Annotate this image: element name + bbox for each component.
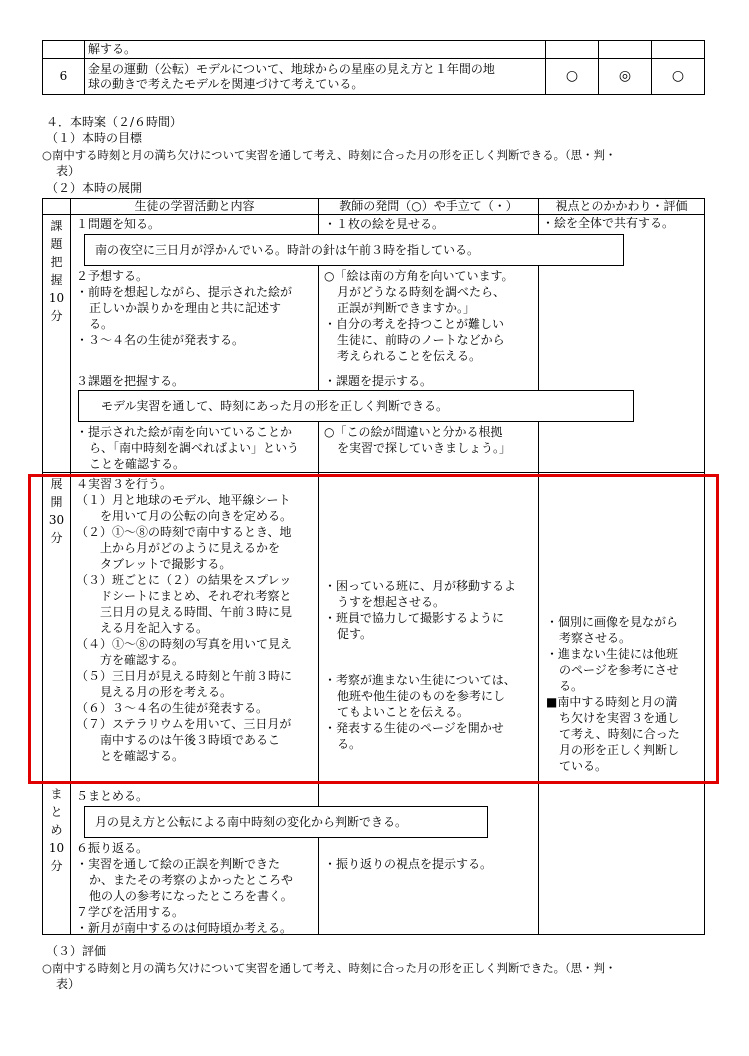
phase-label-development: 展 開 30 分: [43, 473, 71, 783]
eval-mark: ○: [546, 59, 599, 95]
student-step-5: ５まとめる。: [76, 789, 149, 803]
subheading-development: （２）本時の展開: [46, 181, 143, 195]
eval-item: ・絵を全体で共有する。: [542, 216, 675, 230]
eval-mark: ◎: [599, 59, 652, 95]
student-step-4: ４実習３を行う。 （１）月と地球のモデル、地平線シート を用いて月の公転の向きを定める。 （２）①～⑧の時刻で南中するとき、地 上から月がどのように見えるかを タブレットで撮影する。 （３）班ごとに（２）の結果をスプレッ ドシートにまとめ、それぞれ考察と 三日月の見える時間、午前３時に見 える月を記入する。 （４）①～⑧の時刻の写真を用いて見え 方を確認する。 （５）三日月が見える時刻と午前３時に 見える月の形を考える。 （６）３～４名の生徒が発表する。 （７）ステラリウムを用いて、三日月が 南中するのは午後３時頃であるこ とを確認する。: [76, 477, 293, 763]
eval-mark: ○: [652, 59, 705, 95]
row-text: 金星の運動（公転）モデルについて、地球からの星座の見え方と１年間の地 球の動きで考えたモデルを関連づけて考えている。: [85, 59, 546, 95]
student-step-1: １問題を知る。: [76, 217, 161, 231]
row-text: 解する。: [85, 41, 546, 59]
teacher-step-3-note: ○「この絵が間違いと分かる根拠 を実習で探していきましょう。」: [324, 425, 512, 455]
teacher-step-4: ・困っている班に、月が移動するよ うすを想起させる。 ・班員で協力して撮影するように 促す。 ・考察が進まない生徒については、 他班や他生徒のものを参考にし てもよいことを伝える。 ・発表する生徒のページを開かせ る。: [324, 579, 517, 751]
problem-box: 南の夜空に三日月が浮かんでいる。時計の針は午前３時を指している。: [84, 234, 624, 266]
row-number: 6: [43, 59, 85, 95]
evaluation-step-4: ・個別に画像を見ながら 考察させる。 ・進まない生徒には他班 のページを参考にさせ る。 ■南中する時刻と月の満 ち欠けを実習３を通し て考え、時刻に合った 月の形を正しく判断し ている。: [546, 615, 680, 773]
teacher-step-6: ・振り返りの視点を提示する。: [324, 857, 493, 871]
goal-text-cont: 表）: [56, 164, 81, 178]
header-teacher-questions: 教師の発問（○）や手立て（・）: [319, 199, 539, 215]
teacher-step-1: ・１枚の絵を見せる。: [324, 217, 445, 231]
header-student-activity: 生徒の学習活動と内容: [71, 199, 319, 215]
subheading-goal: （１）本時の目標: [46, 131, 143, 145]
evaluation-text-cont: 表）: [56, 977, 81, 991]
summary-box: 月の見え方と公転による南中時刻の変化から判断できる。: [84, 806, 488, 838]
phase-label-problem: 課 題 把 握 10 分: [43, 215, 71, 473]
task-box: モデル実習を通して、時刻にあった月の形を正しく判断できる。: [78, 390, 634, 422]
teacher-step-3: ・課題を提示する。: [324, 374, 433, 388]
student-step-2: ２予想する。 ・前時を想起しながら、提示された絵が 正しいか誤りかを理由と共に記述す る。 ・３～４名の生徒が発表する。: [76, 269, 293, 347]
student-step-3-note: ・提示された絵が南を向いていることか ら、「南中時刻を調べればよい」という ことを確認する。: [76, 425, 300, 471]
section-heading: ４．本時案（２/６時間）: [46, 115, 183, 129]
student-step-3: ３課題を把握する。: [76, 374, 185, 388]
header-evaluation: 視点とのかかわり・評価: [539, 199, 705, 215]
subheading-evaluation: （３）評価: [46, 944, 107, 958]
teacher-step-2: ○「絵は南の方角を向いています。 月がどうなる時刻を調べたら、 正誤が判断できますか。」 ・自分の考えを持つことが難しい 生徒に、前時のノートなどから 考えられることを伝える。: [324, 269, 514, 363]
evaluation-text: ○南中する時刻と月の満ち欠けについて実習を通して考え、時刻に合った月の形を正しく判断できた。（思・判・: [42, 961, 617, 975]
evaluation-table-fragment: [42, 40, 705, 95]
student-step-6-7: ６振り返る。 ・実習を通して絵の正誤を判断できた か、またその考察のよかったところや 他の人の参考になったところを書く。 ７学びを活用する。 ・新月が南中するのは何時頃か考える。: [76, 841, 294, 935]
goal-text: ○南中する時刻と月の満ち欠けについて実習を通して考え、時刻に合った月の形を正しく判断できる。（思・判・: [42, 148, 617, 162]
phase-label-summary: ま と め 10 分: [43, 783, 71, 935]
